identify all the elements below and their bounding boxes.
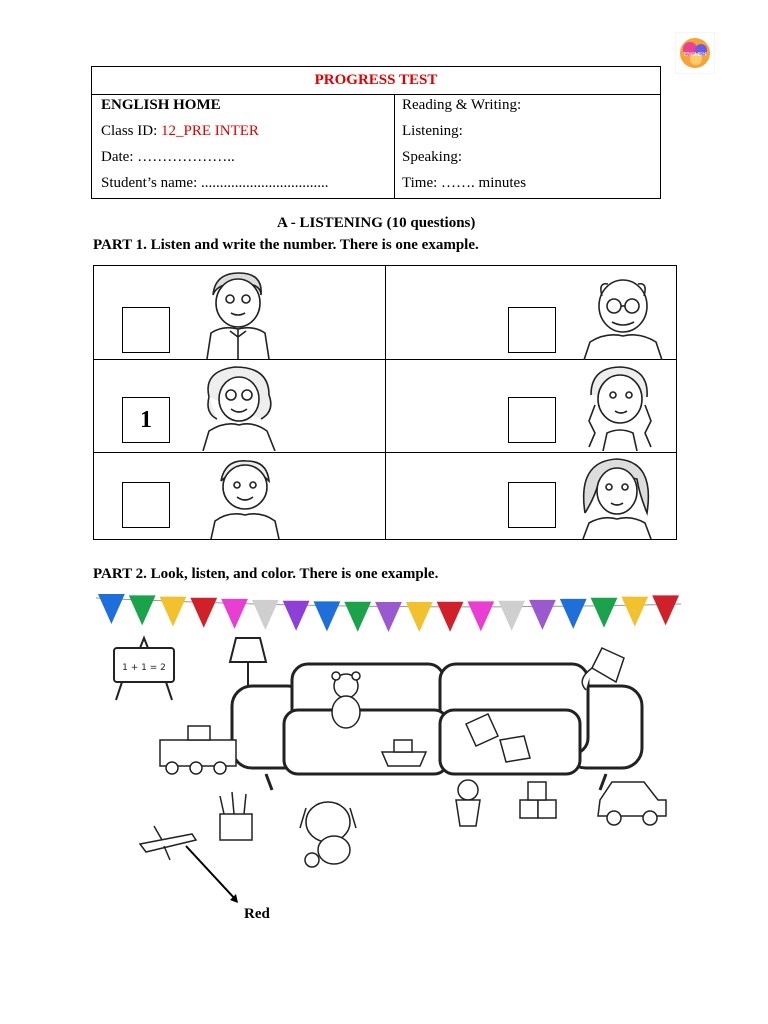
lamp: [230, 638, 266, 686]
bunting-flag: [529, 600, 556, 630]
bunting-flag: [160, 597, 187, 627]
reading-writing-score: Reading & Writing:: [402, 97, 522, 113]
boy-portrait: [201, 453, 287, 539]
class-id: [101, 122, 259, 140]
part1-heading: PART 1. Listen and write the number. There is one example.: [93, 237, 479, 253]
svg-text:ENGLISH: ENGLISH: [684, 52, 706, 58]
time-field: Time: ……. minutes: [402, 175, 527, 191]
grandmother-portrait: [195, 361, 283, 451]
girl-portrait: [573, 361, 663, 451]
bunting-flag: [314, 601, 341, 631]
page-title: PROGRESS TEST: [92, 67, 660, 95]
chalkboard: [114, 638, 174, 700]
toy-train: [160, 726, 236, 774]
mother-portrait: [569, 453, 661, 539]
section-a-heading: A - LISTENING (10 questions): [277, 215, 476, 231]
bunting-flag: [221, 599, 248, 629]
answer-box[interactable]: [508, 307, 556, 353]
father-portrait: [193, 267, 283, 359]
svg-text:1 + 1 = 2: 1 + 1 = 2: [122, 663, 166, 673]
toy-blocks: [520, 782, 556, 818]
example-arrow: [180, 840, 250, 910]
toy-car: [598, 782, 666, 825]
table-divider: [394, 94, 395, 198]
bunting-flag: [252, 600, 279, 630]
crayons: [220, 792, 252, 840]
bunting-flag: [498, 601, 525, 631]
sofa: [232, 664, 642, 790]
answer-box[interactable]: [508, 397, 556, 443]
class-id-value: 12_PRE INTER: [161, 123, 259, 139]
bunting-flag: [467, 601, 494, 631]
answer-box[interactable]: [122, 307, 170, 353]
teddy-bear: [332, 672, 360, 728]
part2-heading: PART 2. Look, listen, and color. There is one example.: [93, 566, 439, 582]
grid-line: [385, 265, 386, 540]
english-home-logo: [675, 32, 715, 74]
bunting-flag: [344, 602, 371, 632]
grandfather-portrait: [578, 270, 668, 360]
header-table: [91, 66, 661, 199]
bunting-flag: [621, 597, 648, 627]
speaking-score: Speaking:: [402, 149, 462, 165]
grid-line: [676, 265, 677, 540]
bunting-flag: [98, 594, 125, 624]
bunting-flag: [406, 602, 433, 632]
example-color-label: Red: [244, 906, 270, 922]
bunting-flag: [375, 602, 402, 632]
bunting-flag: [190, 598, 217, 628]
bunting-flag: [560, 599, 587, 629]
puppy: [300, 802, 356, 867]
bunting-flags: [96, 594, 681, 632]
answer-box[interactable]: [508, 482, 556, 528]
grid-line: [93, 265, 94, 540]
listening-score: Listening:: [402, 123, 463, 139]
bunting-flag: [283, 601, 310, 631]
school-name: ENGLISH HOME: [101, 97, 221, 113]
answer-box-example[interactable]: 1: [122, 397, 170, 443]
bunting-flag: [591, 598, 618, 628]
bunting-flag: [129, 595, 156, 625]
bunting-flag: [437, 602, 464, 632]
part1-grid: [93, 265, 677, 540]
doll: [456, 780, 480, 826]
class-id-label: Class ID:: [101, 123, 158, 139]
answer-box[interactable]: [122, 482, 170, 528]
bunting-flag: [652, 595, 679, 625]
date-field: Date: ………………..: [101, 149, 235, 165]
student-name-field: Student’s name: ..................................: [101, 175, 329, 191]
